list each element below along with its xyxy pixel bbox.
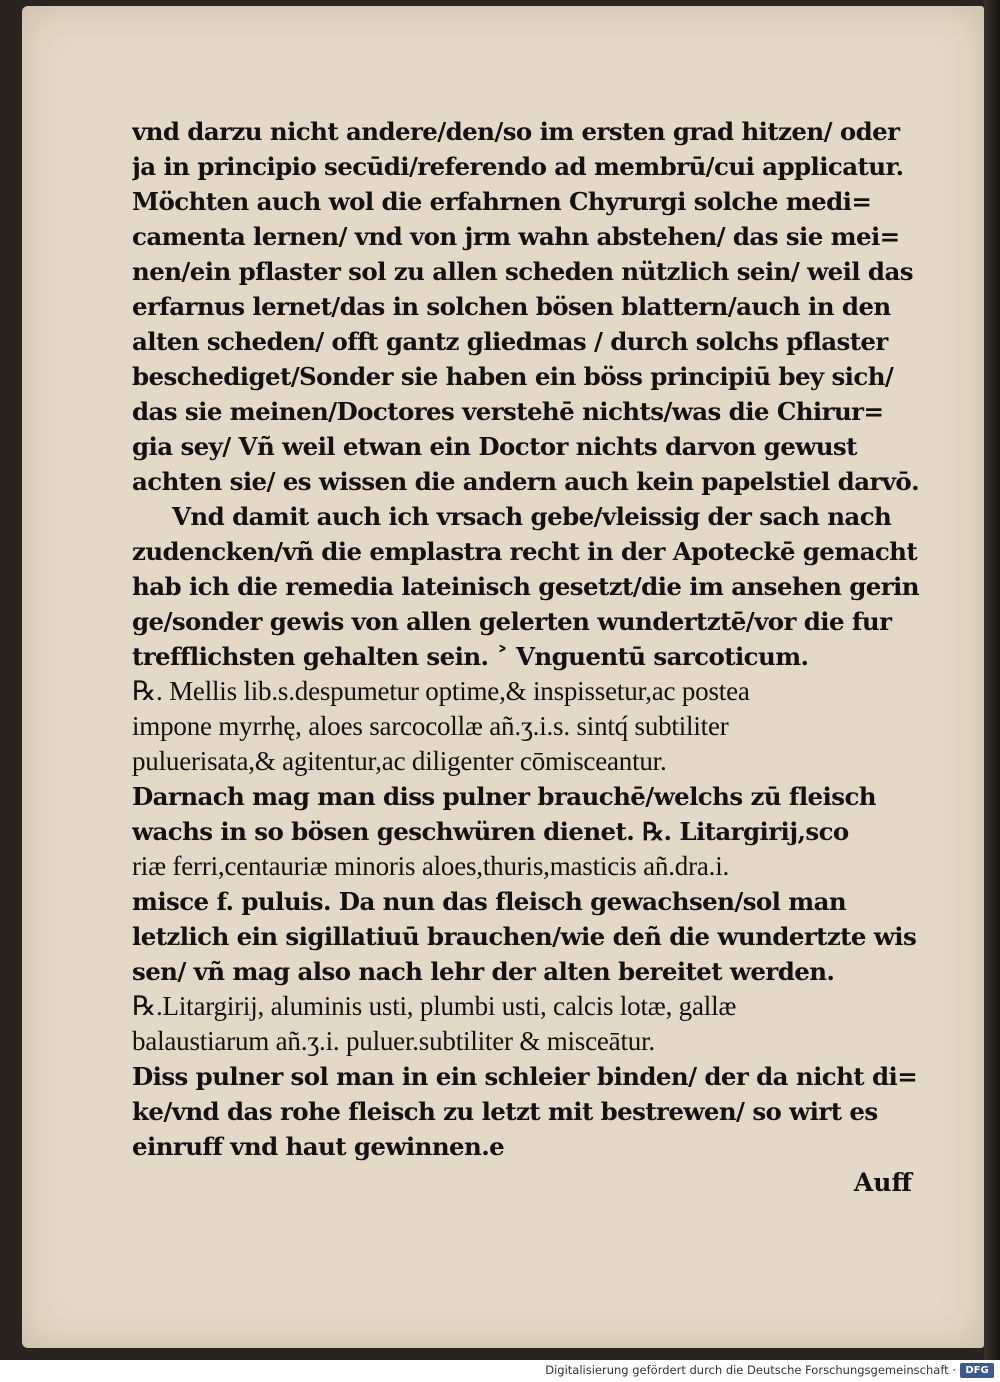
text-line: vnd darzu nicht andere/den/so im ersten grad hitzen/ oder — [132, 117, 900, 146]
text-line: zudencken/vñ die emplastra recht in der Apoteckē gemacht — [132, 537, 918, 566]
text-line: letzlich ein sigillatiuū brauchen/wie deñ die wundertzte wis — [132, 922, 917, 951]
text-line: ℞. Mellis lib.s.despumetur optime,& inspissetur,ac postea — [132, 676, 750, 706]
text-line: einruff vnd haut gewinnen.e — [132, 1132, 505, 1161]
text-line: sen/ vñ mag also nach lehr der alten bereitet werden. — [132, 957, 835, 986]
text-line: achten sie/ es wissen die andern auch kein papelstiel darvō. — [132, 467, 920, 496]
text-line: beschediget/Sonder sie haben ein böss principiū bey sich/ — [132, 362, 894, 391]
text-line: ge/sonder gewis von allen gelerten wundertztē/vor die fur — [132, 607, 892, 636]
text-line: riæ ferri,centauriæ minoris aloes,thuris,masticis añ.dra.i. — [132, 851, 730, 881]
page-edge-shadow — [984, 0, 1000, 1360]
text-line: das sie meinen/Doctores verstehē nichts/was die Chirur= — [132, 397, 884, 426]
dfg-logo[interactable]: DFG — [960, 1363, 994, 1378]
text-line: Diss pulner sol man in ein schleier binden/ der da nicht di= — [132, 1062, 918, 1091]
text-line: Möchten auch wol die erfahrnen Chyrurgi solche medi= — [132, 187, 872, 216]
text-line: balaustiarum añ.ʒ.i. puluer.subtiliter & misceātur. — [132, 1026, 655, 1056]
text-line: Darnach mag man diss pulner brauchē/welchs zū fleisch — [132, 782, 876, 811]
text-line: ja in principio secūdi/referendo ad membrū/cui applicatur. — [132, 152, 904, 181]
text-line: hab ich die remedia lateinisch gesetzt/die im ansehen gerin — [132, 572, 919, 601]
text-line: trefflichsten gehalten sein. ˃ Vnguentū sarcoticum. — [132, 642, 809, 671]
text-line: nen/ein pflaster sol zu allen scheden nützlich sein/ weil das — [132, 257, 913, 286]
funding-credit: Digitalisierung gefördert durch die Deutsche Forschungsgemeinschaft · — [545, 1363, 956, 1377]
text-line: ℞.Litargirij, aluminis usti, plumbi usti, calcis lotæ, gallæ — [132, 991, 737, 1021]
text-line: alten scheden/ offt gantz gliedmas / durch solchs pflaster — [132, 327, 888, 356]
text-line: misce f. puluis. Da nun das fleisch gewachsen/sol man — [132, 887, 847, 916]
text-line: puluerisata,& agitentur,ac diligenter cōmisceantur. — [132, 746, 667, 776]
text-block — [132, 114, 922, 1164]
catchword: Auff — [853, 1168, 912, 1197]
text-line: wachs in so bösen geschwüren dienet. ℞. Litargirij,sco — [132, 817, 849, 846]
text-line: camenta lernen/ vnd von jrm wahn abstehen/ das sie mei= — [132, 222, 900, 251]
text-line: ke/vnd das rohe fleisch zu letzt mit bestrewen/ so wirt es — [132, 1097, 878, 1126]
text-line: impone myrrhę, aloes sarcocollæ añ.ʒ.i.s. sintq́ subtiliter — [132, 711, 729, 741]
text-line: gia sey/ Vñ weil etwan ein Doctor nichts darvon gewust — [132, 432, 857, 461]
text-line: erfarnus lernet/das in solchen bösen blattern/auch in den — [132, 292, 891, 321]
text-line: Vnd damit auch ich vrsach gebe/vleissig der sach nach — [172, 502, 892, 531]
footer-bar — [0, 1360, 1000, 1382]
